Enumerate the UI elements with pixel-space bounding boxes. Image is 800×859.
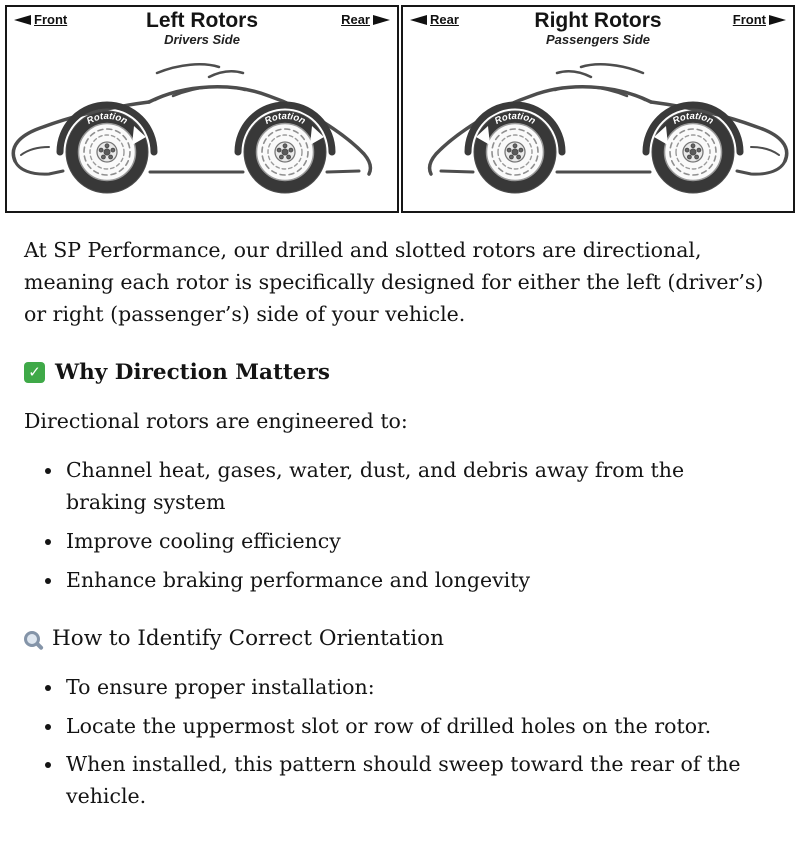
rotation-label: Rotation: [84, 110, 130, 127]
list-item: • Locate the uppermost slot or row of drilled holes on the rotor.: [64, 711, 770, 743]
check-icon: ✓: [24, 362, 45, 383]
intro-paragraph: At SP Performance, our drilled and slotted rotors are directional, meaning each rotor is specifically designed for either the left (driver’s) or right (passenger’s) side of your vehicle.: [24, 238, 764, 326]
list-item: • Channel heat, gases, water, dust, and debris away from the braking system: [64, 455, 770, 519]
list-item: • To ensure proper installation:: [64, 672, 770, 704]
rotation-label: Rotation: [670, 110, 716, 127]
right-car-illustration: [403, 49, 793, 201]
panel-subtitle: Drivers Side: [164, 32, 240, 48]
left-arrow-icon: [410, 15, 427, 25]
direction-text: Front: [34, 12, 68, 27]
panel-subtitle: Passengers Side: [545, 32, 651, 48]
front-direction-label: [14, 12, 67, 27]
direction-text: Front: [732, 12, 766, 27]
left-rotors-panel: [5, 5, 399, 213]
benefits-list: [24, 455, 770, 596]
right-rotors-panel: [401, 5, 795, 213]
direction-text: Rear: [341, 12, 370, 27]
article-content: [0, 213, 800, 859]
rear-direction-label: [341, 12, 390, 27]
right-arrow-icon: [769, 15, 786, 25]
rear-direction-label: [410, 12, 459, 27]
left-arrow-icon: [14, 15, 31, 25]
list-item: • Improve cooling efficiency: [64, 526, 770, 558]
left-panel-header: [7, 7, 397, 47]
rotation-label: Rotation: [492, 110, 538, 127]
right-panel-header: [403, 7, 793, 47]
list-item: • When installed, this pattern should sweep toward the rear of the vehicle.: [64, 749, 770, 813]
front-direction-label: [733, 12, 786, 27]
heading-text: Why Direction Matters: [55, 360, 330, 386]
list-item: • Enhance braking performance and longevity: [64, 565, 770, 597]
magnifier-icon: [24, 631, 40, 647]
section-heading-why-direction-matters: [24, 356, 770, 389]
rotation-label: Rotation: [262, 110, 308, 127]
orientation-list: [24, 672, 770, 813]
panel-title: Left Rotors: [146, 9, 258, 32]
panel-title: Right Rotors: [534, 9, 662, 32]
lead-paragraph: Directional rotors are engineered to:: [24, 408, 408, 433]
heading-text: How to Identify Correct Orientation: [52, 626, 444, 652]
direction-text: Rear: [430, 12, 459, 27]
right-arrow-icon: [373, 15, 390, 25]
left-car-illustration: [7, 49, 397, 201]
rotor-direction-diagram: [0, 0, 800, 213]
section-heading-identify-orientation: [24, 622, 770, 655]
